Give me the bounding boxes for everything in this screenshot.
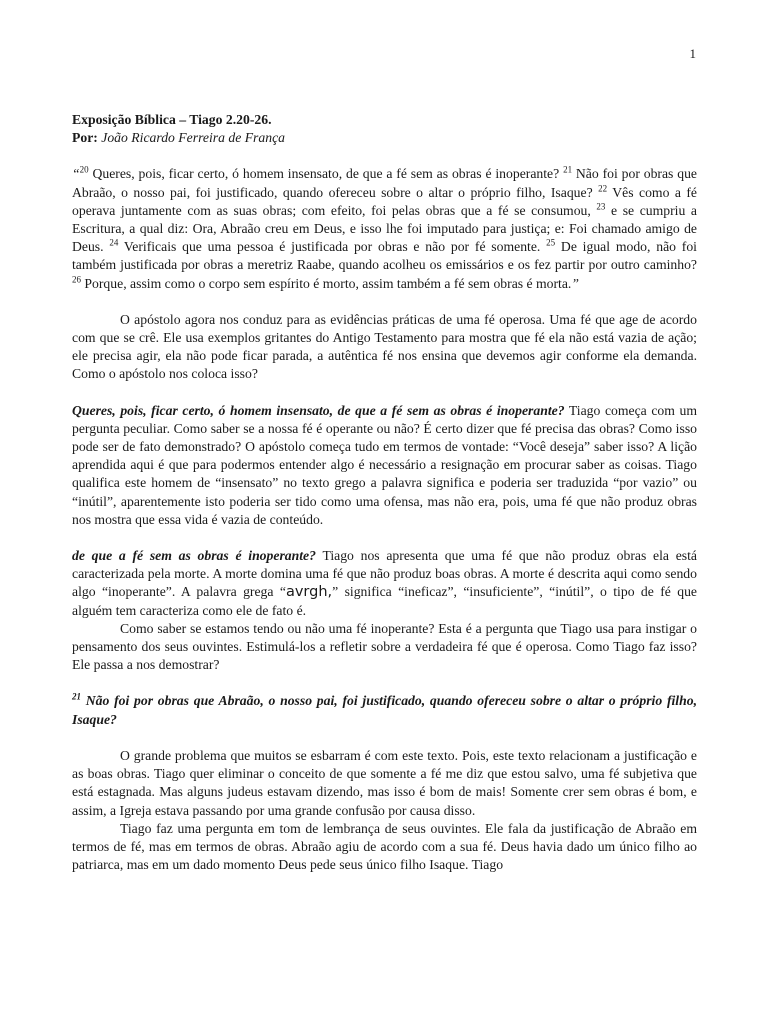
- scripture-quote: “$^{20}$ Queres, pois, ficar certo, ó homem insensato, de que a fé sem as obras é inoperante? $^{21}$ Não foi por obras que Abraão, o nosso pai, foi justificado, quando ofereceu sobre o altar o próprio filho, Isaque? $^{22}$ Vês como a fé operava juntamente com as suas obras; com efeito, foi pelas obras que a fé se consumou, $^{23}$ e se cumpriu a Escritura, a qual diz: Ora, Abraão creu em Deus, e isso lhe foi imputado para justiça; e: Foi chamado amigo de Deus. $^{24}$ Verificais que uma pessoa é justificada por obras e não por fé somente. $^{25}$ De igual modo, não foi também justificada por obras a meretriz Raabe, quando acolheu os emissários e os fez partir por outro caminho? $^{26}$ Porque, assim como o corpo sem espírito é morto, assim também a fé sem obras é morta.”: [72, 164, 697, 291]
- paragraph-justification: O grande problema que muitos se esbarram é com este texto. Pois, este texto relacionam a justificação e as boas obras. Tiago quer eliminar o conceito de que somente a fé me diz que estou salvo, uma fé subjetiva que está estagnada. Mas alguns judeus estavam dizendo, mas isso é bom de mais! Somente crer sem obras é bom, e assim, a Igreja estava passando por uma grande confusão por causa disso.: [72, 747, 697, 818]
- verse-number: 21: [563, 164, 573, 175]
- author-name: João Ricardo Ferreira de França: [101, 130, 285, 146]
- verse-number: 26: [72, 274, 81, 285]
- greek-word: avrgh,: [285, 584, 333, 601]
- paragraph-v20: Queres, pois, ficar certo, ó homem insensato, de que a fé sem as obras é inoperante? Tiago começa com um pergunta peculiar. Como saber se a nossa fé é operante ou não? É certo dizer que fé precisa das obras? Como isso pode ser de fato demonstrado? O apóstolo começa tudo em termos de vontade: “Você deseja” saber isso? A lição aprendida aqui é que para podermos entender algo é necessário a resignação em procurar saber as coisas. Tiago qualifica este homem de “insensato” no texto grego a palavra significa e poderia ser traduzida “por vazio” ou “inútil”, aparentemente isto poderia ser tido como uma ofensa, mas não era, pois, uma fé que não produz obras nos mostra que essa vida é vazia de conteúdo.: [72, 402, 697, 527]
- verse-number: 25: [546, 237, 556, 248]
- paragraph-lead: de que a fé sem as obras é inoperante?: [72, 548, 316, 564]
- verse-number: 24: [109, 237, 119, 248]
- paragraph-abraham: Tiago faz uma pergunta em tom de lembrança de seus ouvintes. Ele fala da justificação de Abraão em termos de fé, mas em termos de obras. Abraão agiu de acordo com a sua fé. Deus havia dado um único filho ao patriarca, mas em um dado momento Deus pede seus único filho Isaque. Tiago: [72, 820, 697, 873]
- verse-21-heading: $^{21}$ Não foi por obras que Abraão, o nosso pai, foi justificado, quando ofereceu sobre o altar o próprio filho, Isaque?: [72, 691, 697, 727]
- document-body: [72, 111, 697, 874]
- author-label: Por:: [72, 130, 98, 146]
- paragraph-lead: Queres, pois, ficar certo, ó homem insensato, de que a fé sem as obras é inoperante?: [72, 402, 565, 418]
- verse-number: 21: [72, 691, 81, 702]
- author-line: [72, 129, 697, 147]
- verse-number: 20: [79, 164, 89, 175]
- verse-number: 23: [596, 201, 606, 212]
- paragraph-question: Como saber se estamos tendo ou não uma fé inoperante? Esta é a pergunta que Tiago usa para instigar o pensamento dos seus ouvintes. Estimulá-los a refletir sobre a verdadeira fé que é operosa. Como Tiago faz isso? Ele passa a nos demostrar?: [72, 620, 697, 673]
- document-title: Exposição Bíblica – Tiago 2.20-26.: [72, 112, 272, 127]
- paragraph-inoperante: de que a fé sem as obras é inoperante? Tiago nos apresenta que uma fé que não produz obras ela está caracterizada pela morte. A morte domina uma fé que não produz boas obras. A morte é descrita aqui como sendo algo “inoperante”. A palavra grega “avrgh,” significa “ineficaz”, “insuficiente”, “inútil”, o tipo de fé que alguém tem caracteriza como ele de fato é.: [72, 548, 697, 618]
- paragraph-intro: O apóstolo agora nos conduz para as evidências práticas de uma fé operosa. Uma fé que age de acordo com que se crê. Ele usa exemplos gritantes do Antigo Testamento para mostra que fé ela não está vazia de ação; ele precisa agir, ela não pode ficar parada, a autêntica fé nos ensina que devemos agir conforme ela demanda. Como o apóstolo nos coloca isso?: [72, 311, 697, 382]
- verse-number: 22: [598, 183, 608, 194]
- page-number: 1: [689, 46, 696, 61]
